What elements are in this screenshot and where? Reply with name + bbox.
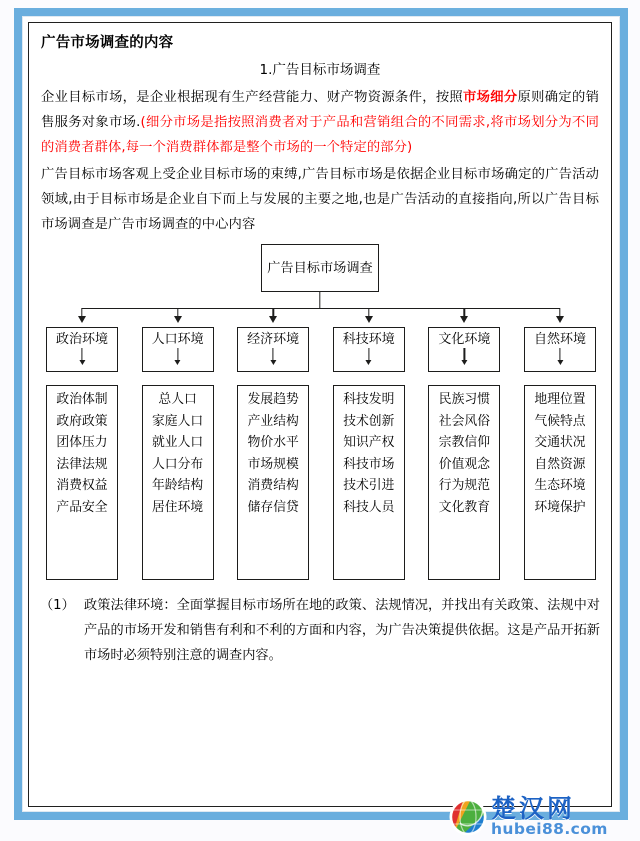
page-title: 广告市场调查的内容 <box>41 35 174 51</box>
diagram-detail-item: 人口分布 <box>152 456 204 472</box>
down-arrow-icon <box>177 348 178 360</box>
diagram-root-stem <box>319 292 320 308</box>
diagram-arrowhead-icon <box>460 316 468 323</box>
diagram-detail-item: 产业结构 <box>247 413 299 429</box>
diagram-category-box: 政治环境 <box>46 327 118 372</box>
numbered-note <box>40 593 600 668</box>
document-page <box>28 22 612 807</box>
diagram-arrowhead-icon <box>174 316 182 323</box>
diagram-arrowhead-icon <box>269 316 277 323</box>
diagram-detail-item: 总人口 <box>158 392 197 407</box>
diagram-detail-item: 文化教育 <box>438 499 490 515</box>
watermark-text <box>491 796 608 838</box>
diagram-detail-item: 气候特点 <box>534 413 586 429</box>
diagram-arrowhead-icon <box>78 316 86 323</box>
paragraph-definition-mid: 原则确定的销售服务对象市场. <box>41 90 599 130</box>
diagram-detail-item: 消费权益 <box>56 478 108 494</box>
diagram-detail-item: 政府政策 <box>56 413 108 429</box>
diagram-detail-box <box>142 385 214 580</box>
diagram-detail-box <box>237 385 309 580</box>
diagram-detail-item: 交通状况 <box>534 435 586 451</box>
diagram-detail-box <box>333 385 405 580</box>
diagram-detail-item: 知识产权 <box>343 435 395 451</box>
site-watermark <box>448 795 636 839</box>
diagram-detail-item: 技术创新 <box>343 413 395 429</box>
diagram-detail-item: 物价水平 <box>247 435 299 451</box>
paragraph-definition <box>41 85 599 160</box>
diagram-root-box <box>261 244 379 292</box>
globe-icon <box>448 797 488 837</box>
diagram-detail-item: 家庭人口 <box>152 413 204 429</box>
diagram-category-box: 人口环境 <box>142 327 214 372</box>
diagram-category-box: 文化环境 <box>428 327 500 372</box>
diagram-detail-item: 科技发明 <box>343 392 395 407</box>
red-parenthetical-note: (细分市场是指按照消费者对于产品和营销组合的不同需求,将市场划分为不同的消费者群体,每一个消费群体都是整个市场的一个特定的部分) <box>41 115 599 155</box>
paragraph-definition-lead: 企业目标市场，是企业根据现有生产经营能力、财产物资源条件，按照 <box>41 90 464 105</box>
diagram-detail-item: 产品安全 <box>56 499 108 515</box>
diagram-detail-item: 就业人口 <box>152 435 204 451</box>
diagram-detail-item: 价值观念 <box>438 456 490 472</box>
diagram-detail-box <box>524 385 596 580</box>
down-arrow-icon <box>464 348 465 360</box>
diagram-detail-item: 政治体制 <box>56 392 108 407</box>
diagram-detail-item: 法律法规 <box>56 456 108 472</box>
watermark-site-name: 楚汉网 <box>491 794 576 824</box>
diagram-detail-item: 行为规范 <box>438 478 490 494</box>
down-arrow-icon <box>559 348 560 360</box>
diagram-detail-item: 生态环境 <box>534 478 586 494</box>
down-arrow-icon <box>368 348 369 360</box>
diagram-root-label: 广告目标市场调查 <box>267 260 373 276</box>
diagram-detail-item: 储存信贷 <box>247 499 299 515</box>
diagram-distribution-bus <box>82 308 560 309</box>
diagram-category-box: 经济环境 <box>237 327 309 372</box>
diagram-detail-item: 自然资源 <box>534 456 586 472</box>
diagram-detail-item: 居住环境 <box>152 499 204 515</box>
diagram-detail-box <box>46 385 118 580</box>
target-market-survey-diagram <box>40 244 600 589</box>
diagram-arrowhead-icon <box>556 316 564 323</box>
numbered-note-marker: （1） <box>40 598 75 613</box>
diagram-detail-item: 科技人员 <box>343 499 395 515</box>
diagram-detail-item: 宗教信仰 <box>438 435 490 451</box>
diagram-detail-item: 民族习惯 <box>438 392 490 407</box>
diagram-arrowhead-icon <box>365 316 373 323</box>
diagram-category-box: 科技环境 <box>333 327 405 372</box>
diagram-detail-item: 环境保护 <box>534 499 586 515</box>
watermark-domain: hubei88.com <box>491 820 608 839</box>
diagram-detail-item: 技术引进 <box>343 478 395 494</box>
diagram-detail-item: 市场规模 <box>247 456 299 472</box>
diagram-category-box: 自然环境 <box>524 327 596 372</box>
section-heading: 1.广告目标市场调查 <box>259 62 381 78</box>
diagram-detail-item: 团体压力 <box>56 435 108 451</box>
diagram-detail-box <box>428 385 500 580</box>
diagram-detail-item: 消费结构 <box>247 478 299 494</box>
diagram-detail-item: 年龄结构 <box>152 478 204 494</box>
emphasis-market-segmentation: 市场细分 <box>463 90 518 105</box>
down-arrow-icon <box>273 348 274 360</box>
paragraph-target-market: 广告目标市场客观上受企业目标市场的束缚,广告目标市场是依据企业目标市场确定的广告活动领域,由于目标市场是企业自下而上与发展的主要之地,也是广告活动的直接指向,所以广告目标市场调查是广告市场调查的中心内容 <box>41 167 599 232</box>
diagram-detail-item: 地理位置 <box>534 392 586 407</box>
diagram-detail-item: 发展趋势 <box>247 392 299 407</box>
numbered-note-body: 政策法律环境：全面掌握目标市场所在地的政策、法规情况，并找出有关政策、法规中对产品的市场开发和销售有利和不利的方面和内容，为广告决策提供依据。这是产品开拓新市场时必须特别注意的调查内容。 <box>84 598 600 663</box>
diagram-detail-item: 社会风俗 <box>438 413 490 429</box>
down-arrow-icon <box>81 348 82 360</box>
diagram-detail-item: 科技市场 <box>343 456 395 472</box>
